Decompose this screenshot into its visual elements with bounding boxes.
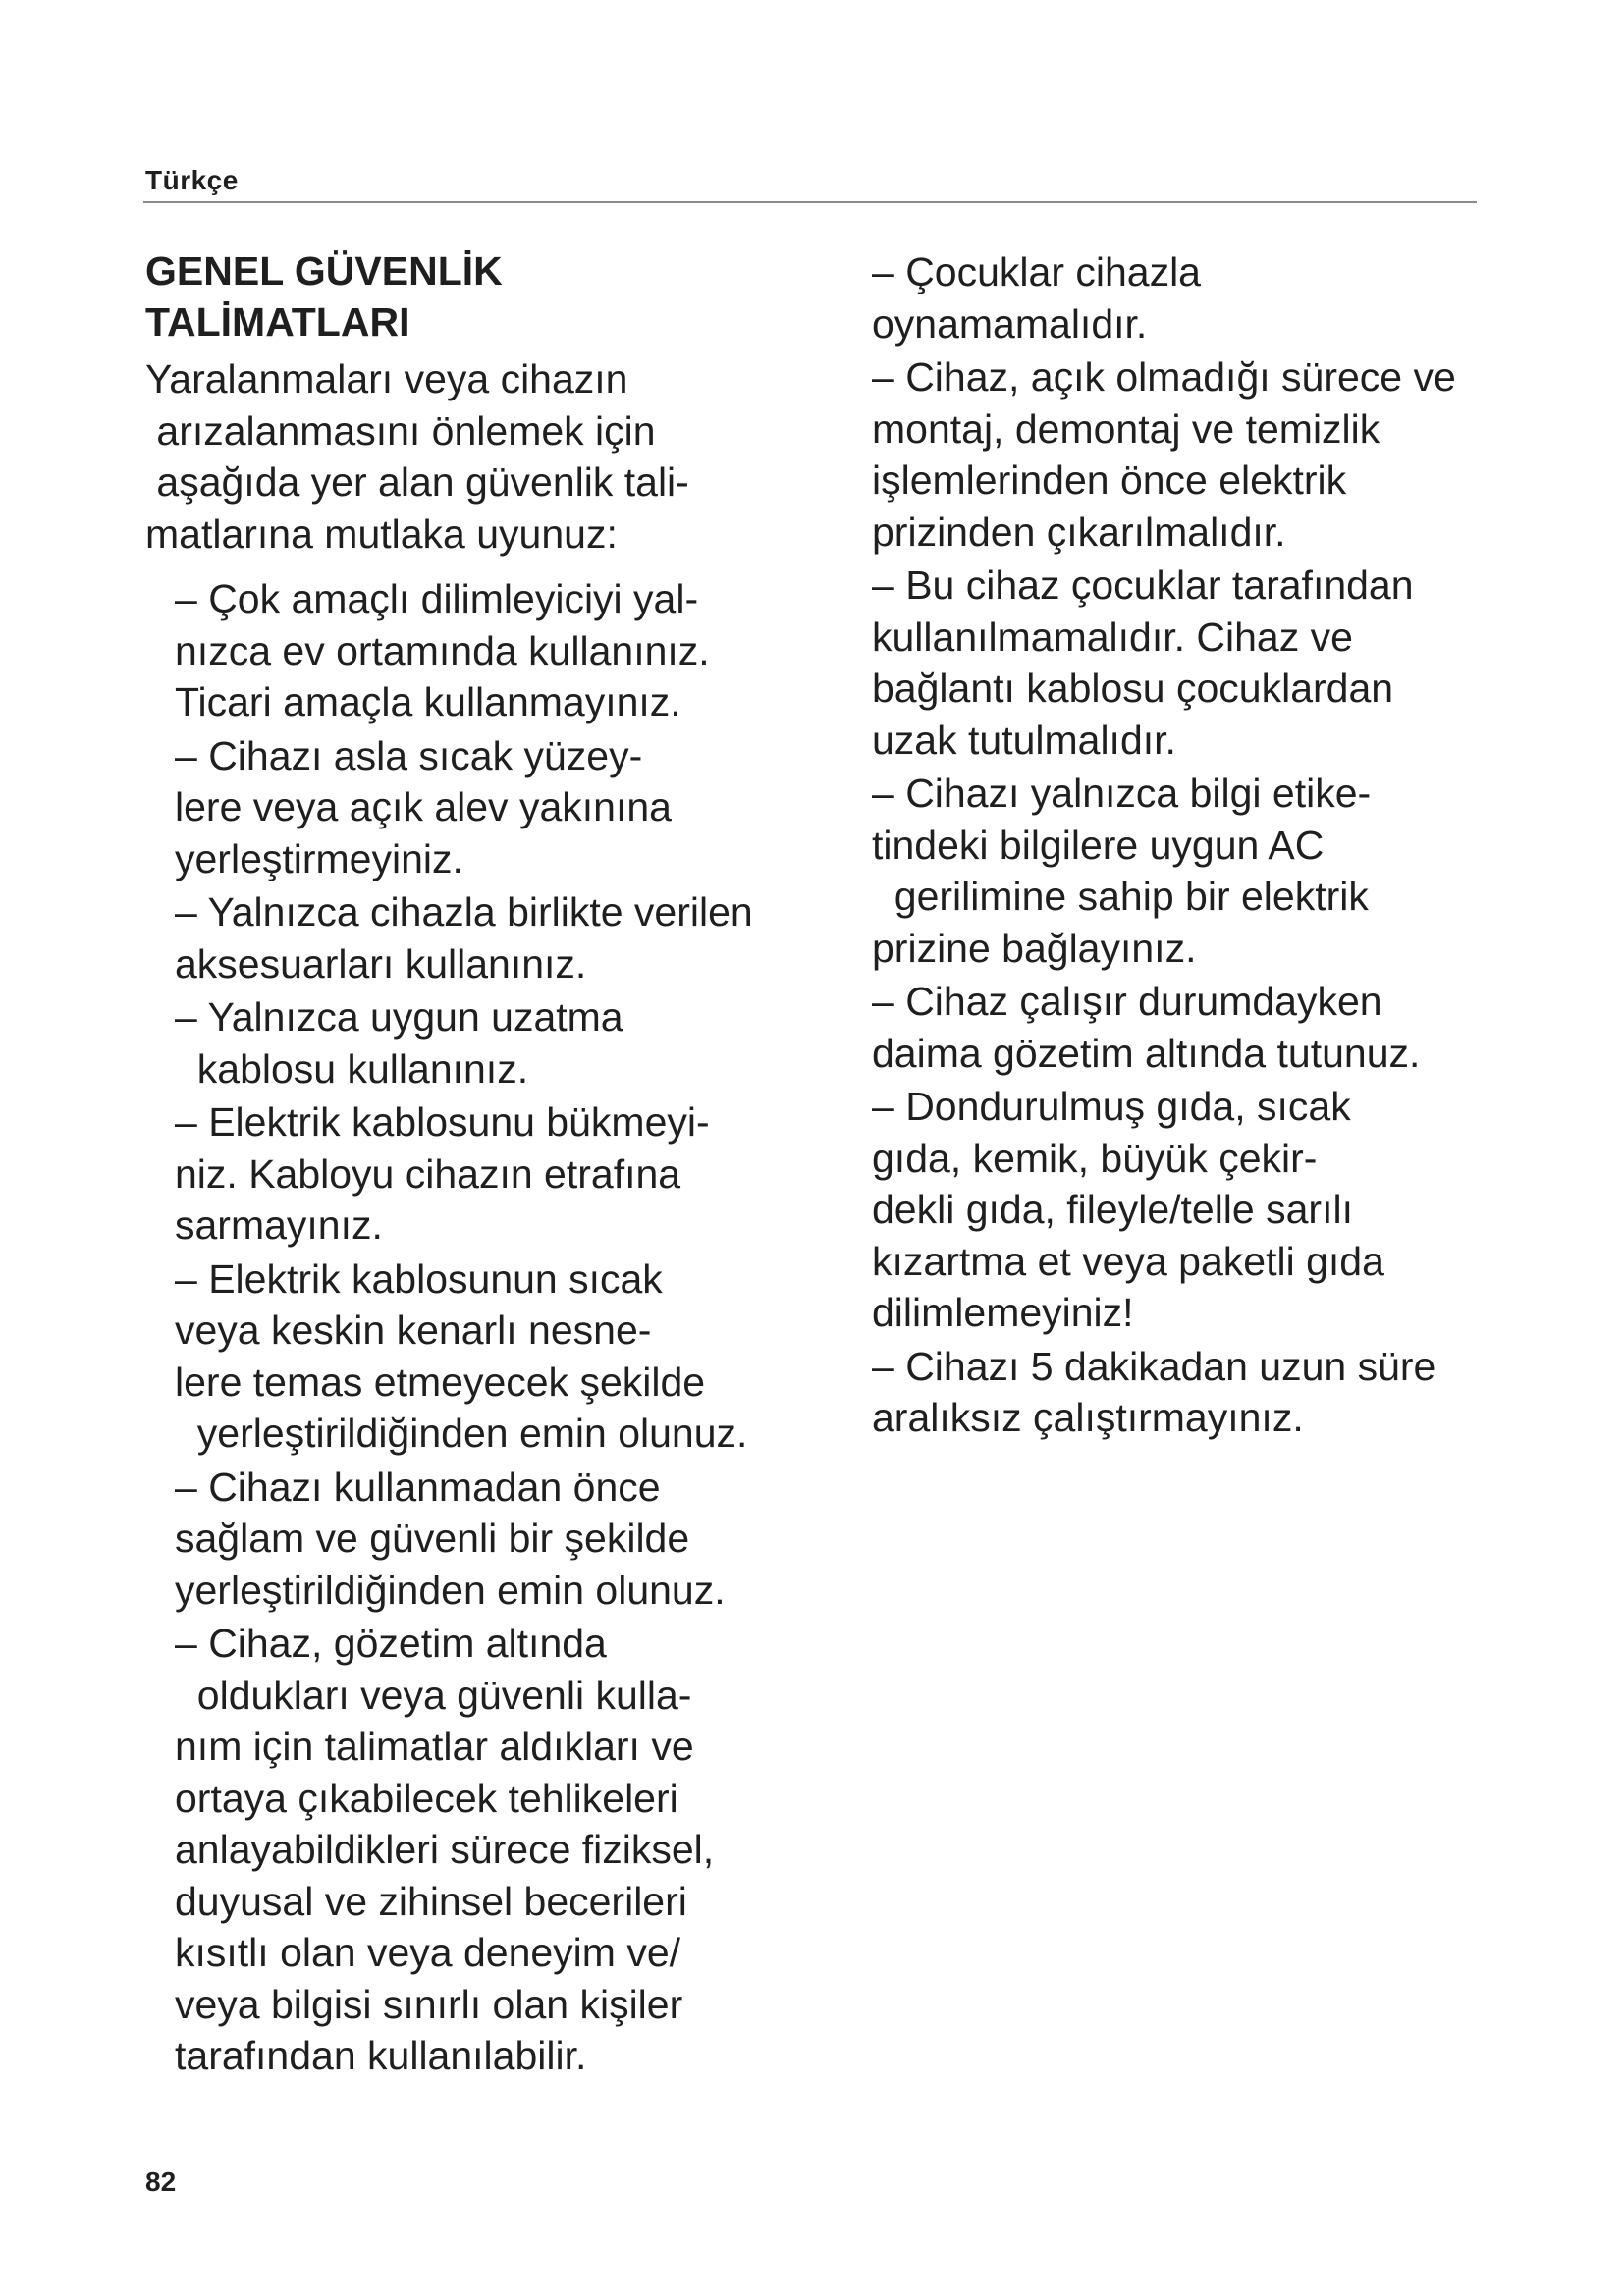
title-line: TALİMATLARI xyxy=(145,299,410,345)
instruction-line: daima gözetim altında tutunuz. xyxy=(872,1030,1421,1076)
instruction-line: dilimlemeyiniz! xyxy=(872,1290,1134,1335)
instruction-line: oynamamalıdır. xyxy=(872,300,1148,347)
instruction-line: lere temas etmeyecek şekilde xyxy=(175,1359,706,1405)
intro-line: aşağıda yer alan güvenlik tali- xyxy=(145,459,689,505)
instruction-line: veya bilgisi sınırlı olan kişiler xyxy=(175,1981,683,2027)
section-title xyxy=(145,245,833,347)
instruction-line: – Cihazı asla sıcak yüzey- xyxy=(175,732,643,778)
instruction-line: kablosu kullanınız. xyxy=(175,1045,529,1092)
instruction-line: sarmayınız. xyxy=(175,1202,383,1248)
instruction-line: – Cihazı kullanmadan önce xyxy=(175,1464,661,1510)
instruction-line: yerleştirildiğinden emin olunuz. xyxy=(175,1567,726,1613)
instruction-line: – Cihaz, açık olmadığı sürece ve xyxy=(872,354,1456,400)
safety-instruction-item xyxy=(872,976,1540,1079)
intro-paragraph xyxy=(145,353,833,560)
instruction-line: bağlantı kablosu çocuklardan xyxy=(872,666,1394,711)
left-column xyxy=(145,245,833,2082)
safety-instruction-item xyxy=(175,991,833,1095)
safety-instruction-item xyxy=(872,768,1540,974)
instruction-line: gıda, kemik, büyük çekir- xyxy=(872,1135,1318,1181)
instruction-line: nım için talimatlar aldıkları ve xyxy=(175,1724,694,1769)
safety-instruction-item xyxy=(175,1462,833,1617)
instruction-line: – Cihaz çalışır durumdayken xyxy=(872,979,1382,1024)
instruction-line: – Cihaz, gözetim altında xyxy=(175,1621,607,1666)
instruction-line: gerilimine sahip bir elektrik xyxy=(872,874,1369,919)
instruction-line: nızca ev ortamında kullanınız. xyxy=(175,627,710,673)
instruction-line: duyusal ve zihinsel becerileri xyxy=(175,1878,687,1924)
instruction-line: aralıksız çalıştırmayınız. xyxy=(872,1395,1304,1440)
safety-instruction-item xyxy=(872,1341,1540,1444)
safety-instruction-item xyxy=(872,351,1540,558)
instruction-line: yerleştirildiğinden emin olunuz. xyxy=(175,1411,748,1456)
instruction-line: – Cihazı yalnızca bilgi etike- xyxy=(872,771,1372,816)
language-label: Türkçe xyxy=(145,165,239,195)
safety-instruction-item xyxy=(175,573,833,728)
safety-instruction-item xyxy=(175,1618,833,2082)
safety-instruction-list xyxy=(175,573,833,2082)
intro-line: Yaralanmaları veya cihazın xyxy=(145,356,628,401)
safety-instruction-item xyxy=(175,1254,833,1460)
instruction-line: işlemlerinden önce elektrik xyxy=(872,457,1347,503)
right-column xyxy=(872,246,1540,1444)
instruction-line: anlayabildikleri sürece fiziksel, xyxy=(175,1827,715,1872)
instruction-line: oldukları veya güvenli kulla- xyxy=(175,1672,692,1718)
instruction-line: prizine bağlayınız. xyxy=(872,925,1197,971)
instruction-line: kısıtlı olan veya deneyim ve/ xyxy=(175,1930,681,1975)
instruction-line: veya keskin kenarlı nesne- xyxy=(175,1308,652,1353)
instruction-line: – Yalnızca uygun uzatma xyxy=(175,994,623,1040)
safety-instruction-item xyxy=(175,886,833,989)
page-number: 82 xyxy=(145,2166,177,2197)
instruction-line: sağlam ve güvenli bir şekilde xyxy=(175,1516,690,1561)
instruction-line: – Elektrik kablosunun sıcak xyxy=(175,1255,663,1302)
instruction-line: – Bu cihaz çocuklar tarafından xyxy=(872,562,1414,608)
instruction-line: kullanılmamalıdır. Cihaz ve xyxy=(872,614,1353,660)
instruction-line: aksesuarları kullanınız. xyxy=(175,940,587,987)
safety-instruction-list xyxy=(872,246,1540,1444)
instruction-line: – Yalnızca cihazla birlikte verilen xyxy=(175,889,753,934)
instruction-line: niz. Kabloyu cihazın etrafına xyxy=(175,1150,681,1197)
instruction-line: Ticari amaçla kullanmayınız. xyxy=(175,679,681,724)
instruction-line: kızartma et veya paketli gıda xyxy=(872,1238,1384,1284)
instruction-line: ortaya çıkabilecek tehlikeleri xyxy=(175,1775,678,1821)
safety-instruction-item xyxy=(872,560,1540,766)
safety-instruction-item xyxy=(175,1096,833,1252)
safety-instruction-item xyxy=(175,730,833,885)
intro-line: matlarına mutlaka uyunuz: xyxy=(145,510,618,557)
instruction-line: uzak tutulmalıdır. xyxy=(872,717,1176,763)
header-divider xyxy=(143,201,1477,203)
instruction-line: tindeki bilgilere uygun AC xyxy=(872,822,1325,868)
instruction-line: dekli gıda, fileyle/telle sarılı xyxy=(872,1187,1353,1232)
instruction-line: – Elektrik kablosunu bükmeyi- xyxy=(175,1099,710,1145)
instruction-line: – Çok amaçlı dilimleyiciyi yal- xyxy=(175,576,699,621)
instruction-line: lere veya açık alev yakınına xyxy=(175,784,672,829)
instruction-line: yerleştirmeyiniz. xyxy=(175,835,463,881)
instruction-line: montaj, demontaj ve temizlik xyxy=(872,405,1380,452)
instruction-line: prizinden çıkarılmalıdır. xyxy=(872,508,1286,555)
instruction-line: – Çocuklar cihazla xyxy=(872,249,1201,294)
instruction-line: tarafından kullanılabilir. xyxy=(175,2033,587,2078)
safety-instruction-item xyxy=(872,246,1540,349)
instruction-line: – Dondurulmuş gıda, sıcak xyxy=(872,1084,1351,1129)
intro-line: arızalanmasını önlemek için xyxy=(145,407,656,454)
safety-instruction-item xyxy=(872,1081,1540,1339)
instruction-line: – Cihazı 5 dakikadan uzun süre xyxy=(872,1343,1436,1389)
title-line: GENEL GÜVENLİK xyxy=(145,248,503,294)
